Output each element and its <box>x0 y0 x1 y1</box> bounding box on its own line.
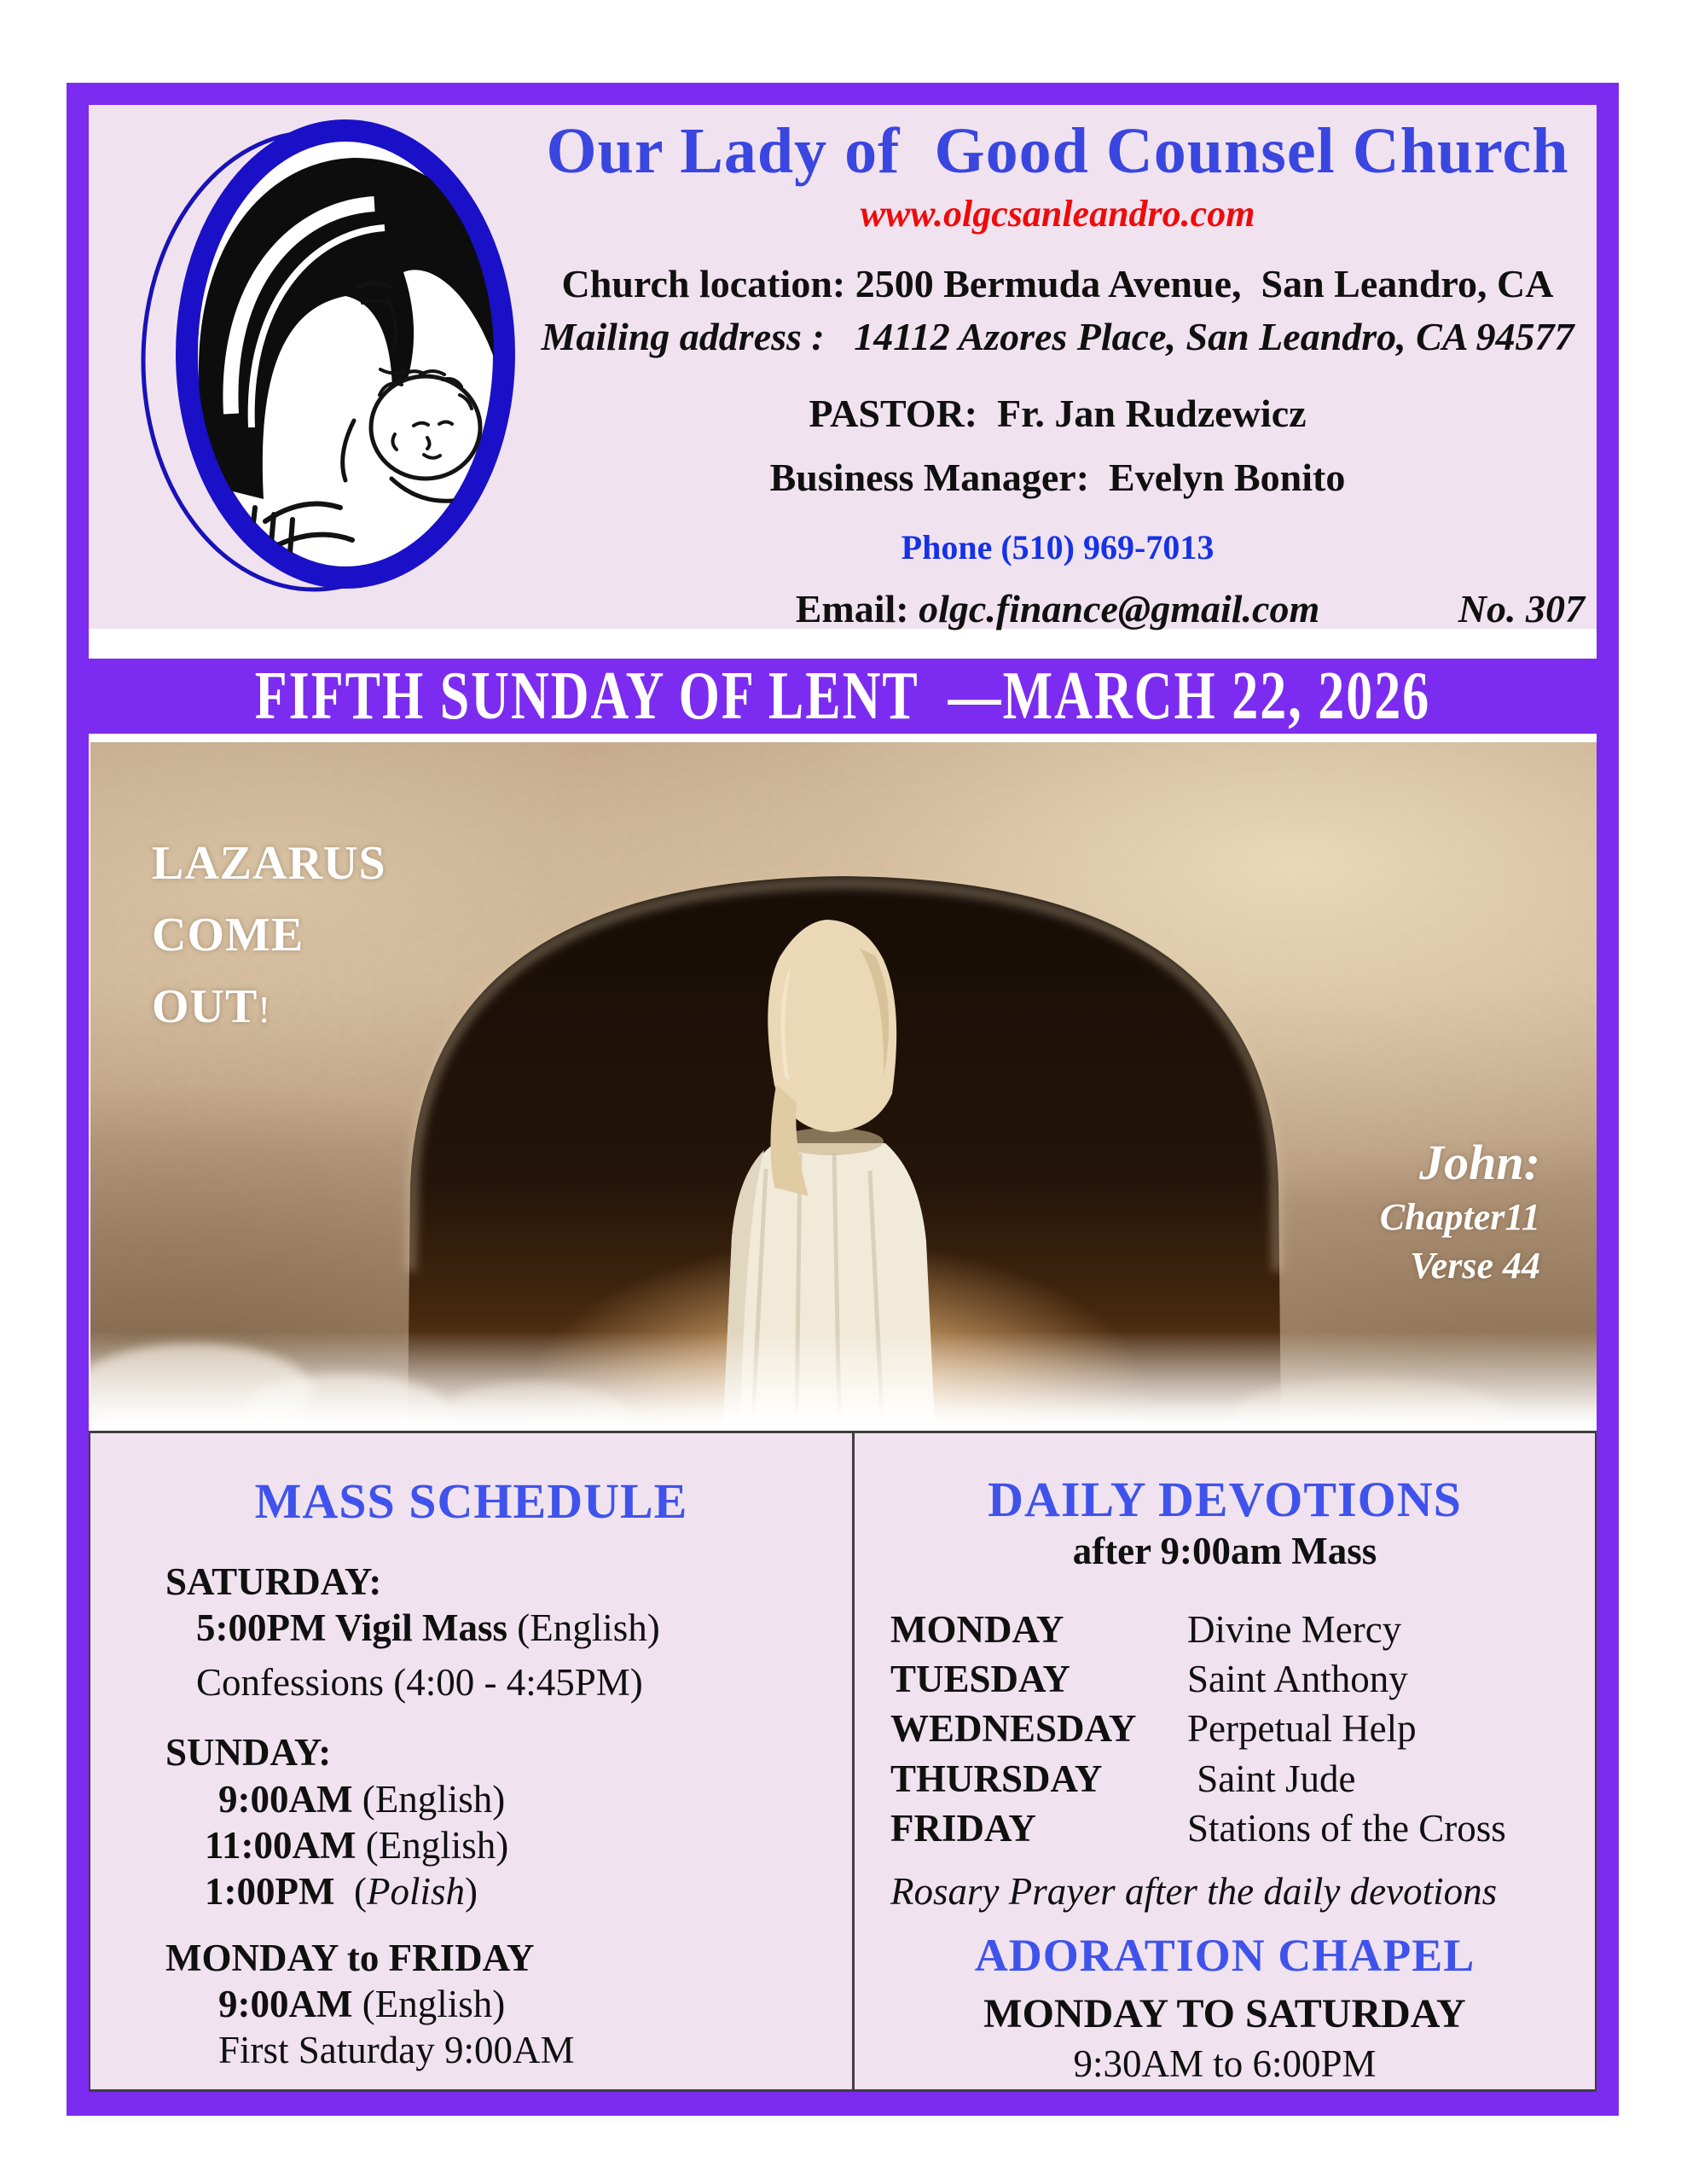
devotion-row <box>855 1706 1595 1751</box>
mass-row-sun-11am: 11:00AM (English) <box>205 1823 509 1867</box>
mass-row-confessions: Confessions (4:00 - 4:45PM) <box>196 1661 643 1705</box>
mailing-address: Mailing address : 14112 Azores Place, San Leandro, CA 94577 <box>541 314 1574 358</box>
schedule-section <box>89 1431 1597 2092</box>
devotion-name: Stations of the Cross <box>1187 1806 1506 1850</box>
daily-devotions-heading: DAILY DEVOTIONS <box>988 1472 1462 1527</box>
sunday-title: FIFTH SUNDAY OF LENT —MARCH 22, 2026 <box>254 658 1431 734</box>
devotion-day: TUESDAY <box>890 1658 1070 1701</box>
devotion-day: WEDNESDAY <box>890 1707 1137 1751</box>
email-label: Email: <box>795 587 919 631</box>
website-link[interactable]: www.olgcsanleandro.com <box>860 192 1255 235</box>
mass-row-first-saturday: First Saturday 9:00AM <box>218 2029 575 2072</box>
bulletin-number: No. 307 <box>1458 587 1585 631</box>
devotion-name: Divine Mercy <box>1187 1607 1402 1651</box>
mass-schedule-heading: MASS SCHEDULE <box>254 1473 688 1529</box>
email-row <box>524 584 1591 635</box>
sunday-title-banner <box>89 659 1597 734</box>
mass-row-weekday-9am: 9:00AM (English) <box>218 1983 506 2026</box>
daily-devotions-column <box>855 1433 1595 2089</box>
pastor-line: PASTOR: Fr. Jan Rudzewicz <box>809 391 1307 435</box>
scripture-reference <box>1380 1133 1540 1290</box>
devotion-name: Saint Anthony <box>1187 1658 1408 1701</box>
church-location: Church location: 2500 Bermuda Avenue, San Leandro, CA <box>561 261 1554 305</box>
email-address[interactable]: olgc.finance@gmail.com <box>919 587 1320 631</box>
mass-row-sun-1pm: 1:00PM (Polish) <box>205 1869 478 1913</box>
mass-row-sunday: SUNDAY: <box>165 1731 332 1774</box>
adoration-days: MONDAY TO SATURDAY <box>983 1990 1466 2036</box>
business-manager-line: Business Manager: Evelyn Bonito <box>769 456 1346 500</box>
mass-row-vigil: 5:00PM Vigil Mass (English) <box>196 1606 660 1649</box>
mass-schedule-column <box>90 1433 855 2089</box>
devotion-name: Saint Jude <box>1187 1757 1356 1800</box>
hero-headline-line2: COME <box>152 909 304 961</box>
adoration-chapel-heading: ADORATION CHAPEL <box>974 1930 1475 1982</box>
adoration-hours: 9:30AM to 6:00PM <box>1073 2042 1377 2086</box>
madonna-and-child-logo-icon <box>139 113 516 595</box>
hero-headline-line1: LAZARUS <box>152 837 386 890</box>
hero-headline-line3: OUT! <box>152 980 272 1033</box>
rosary-note: Rosary Prayer after the daily devotions <box>890 1869 1498 1913</box>
verse-book: John: <box>1419 1135 1540 1190</box>
devotion-row <box>855 1607 1595 1652</box>
exclamation-mark: ! <box>258 989 272 1031</box>
devotion-row <box>855 1757 1595 1801</box>
phone-line: Phone (510) 969-7013 <box>901 528 1215 567</box>
verse-chapter: Chapter11 <box>1379 1195 1540 1238</box>
header-text-block <box>524 115 1591 635</box>
devotion-row <box>855 1806 1595 1850</box>
devotion-day: MONDAY <box>890 1607 1064 1651</box>
devotion-name: Perpetual Help <box>1187 1707 1417 1751</box>
hero-headline <box>152 828 386 1043</box>
hero-image <box>90 739 1597 1428</box>
mass-row-weekdays: MONDAY to FRIDAY <box>165 1937 535 1980</box>
verse-number: Verse 44 <box>1410 1244 1540 1287</box>
devotion-day: FRIDAY <box>890 1806 1036 1850</box>
devotions-subheading: after 9:00am Mass <box>1072 1529 1377 1572</box>
devotion-row <box>855 1657 1595 1701</box>
devotions-list <box>855 1607 1595 1850</box>
page-title: Our Lady of Good Counsel Church <box>546 115 1569 187</box>
mass-row-saturday: SATURDAY: <box>165 1560 382 1603</box>
mass-row-sun-9am: 9:00AM (English) <box>218 1777 506 1821</box>
devotion-day: THURSDAY <box>890 1757 1103 1800</box>
